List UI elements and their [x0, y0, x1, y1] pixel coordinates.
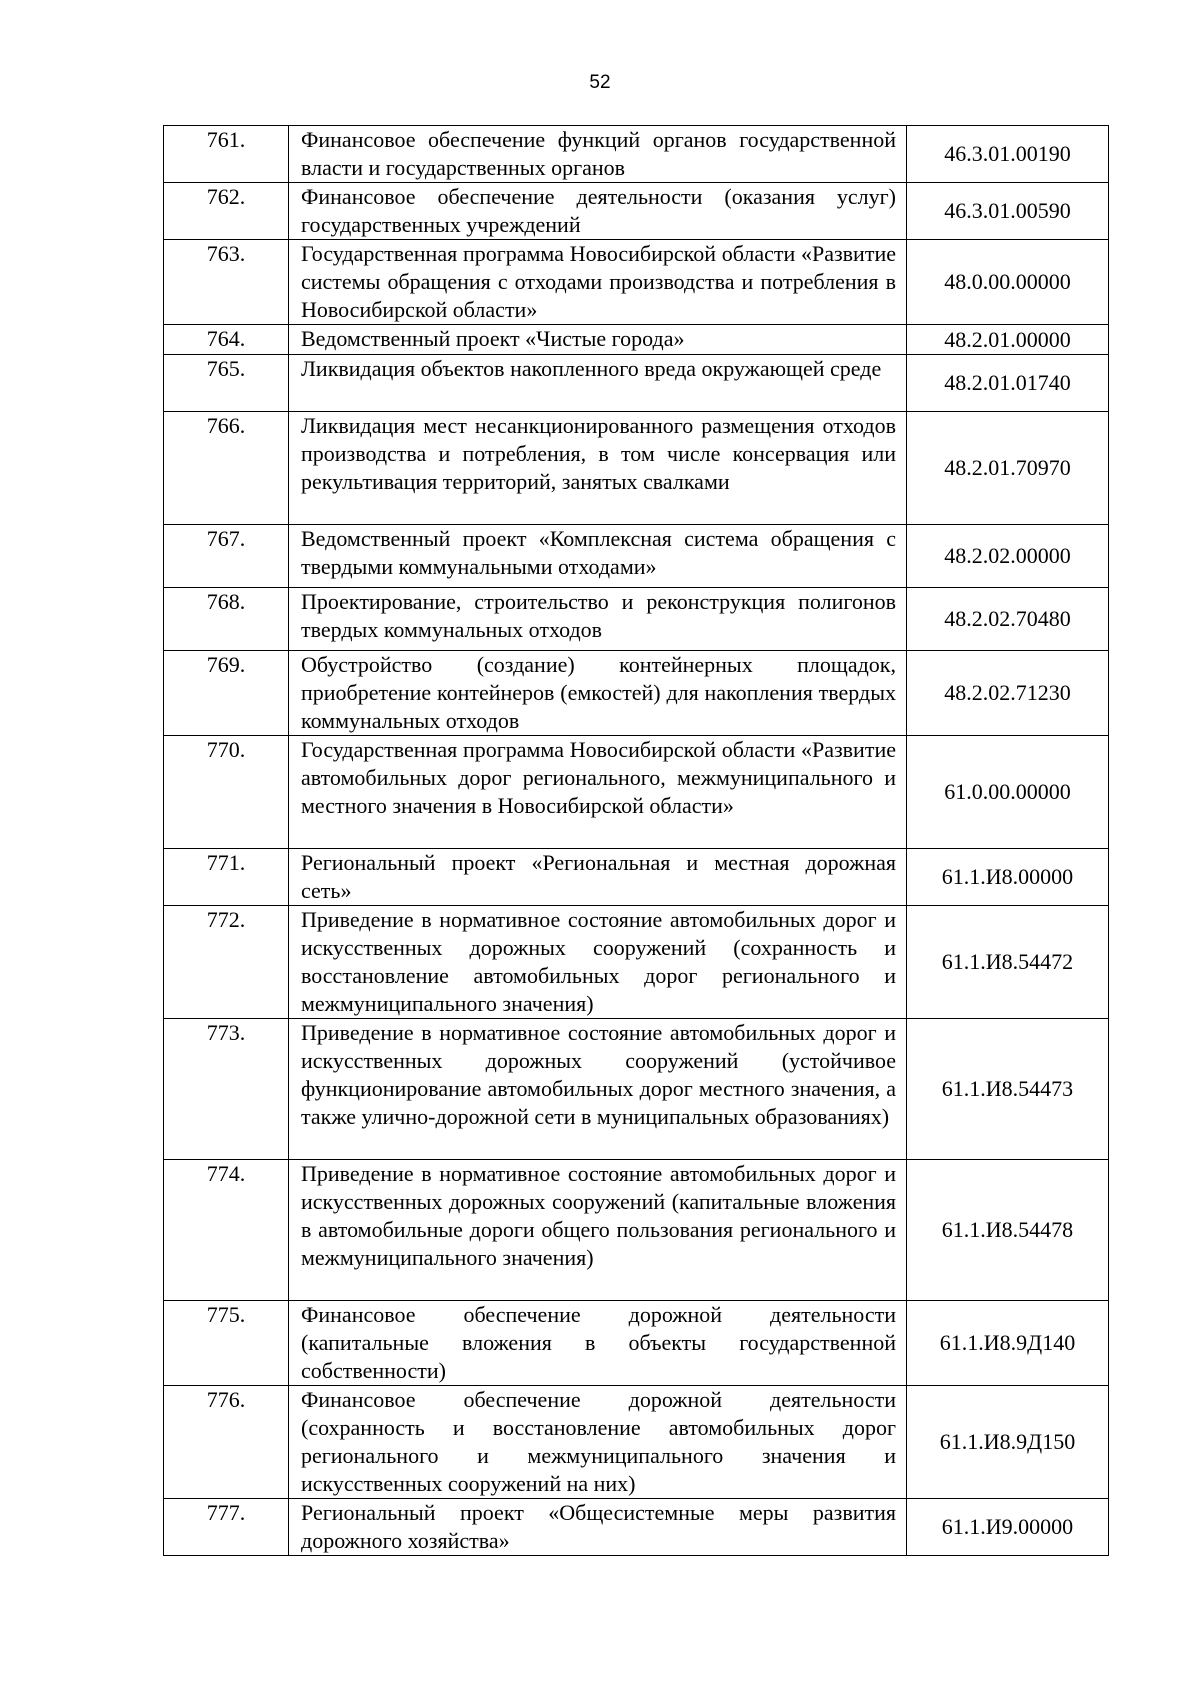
row-code: 48.2.02.71230: [907, 651, 1109, 736]
row-code: 61.1.И8.00000: [907, 849, 1109, 906]
row-number: 761.: [164, 126, 289, 183]
table-row: [164, 1301, 1109, 1386]
table-row: [164, 325, 1109, 355]
row-code: 61.1.И8.54478: [907, 1160, 1109, 1301]
row-name: Государственная программа Новосибирской области «Развитие автомобильных дорог регионального, межмуниципального и местного значения в Новосибирской области»: [289, 736, 907, 849]
budget-code-table: [163, 125, 1109, 1556]
row-number: 772.: [164, 906, 289, 1019]
table-row: [164, 525, 1109, 588]
row-number: 764.: [164, 325, 289, 355]
page-number: 52: [589, 72, 611, 93]
table-body: [164, 126, 1109, 1556]
table-row: [164, 588, 1109, 651]
table-row: [164, 412, 1109, 525]
row-name: Приведение в нормативное состояние автомобильных дорог и искусственных дорожных сооружений (устойчивое функционирование автомобильных дорог местного значения, а также улично-дорожной сети в муниципальных образованиях): [289, 1019, 907, 1160]
table-row: [164, 849, 1109, 906]
row-number: 762.: [164, 183, 289, 240]
row-name: Ведомственный проект «Чистые города»: [289, 325, 907, 355]
row-name: Государственная программа Новосибирской области «Развитие системы обращения с отходами производства и потребления в Новосибирской области»: [289, 240, 907, 325]
row-name: Региональный проект «Региональная и местная дорожная сеть»: [289, 849, 907, 906]
row-code: 48.2.02.00000: [907, 525, 1109, 588]
table-row: [164, 1386, 1109, 1499]
row-name: Обустройство (создание) контейнерных площадок, приобретение контейнеров (емкостей) для накопления твердых коммунальных отходов: [289, 651, 907, 736]
row-code: 48.2.01.70970: [907, 412, 1109, 525]
table-row: [164, 126, 1109, 183]
row-code: 48.2.01.01740: [907, 355, 1109, 412]
row-code: 48.0.00.00000: [907, 240, 1109, 325]
table-row: [164, 906, 1109, 1019]
row-code: 48.2.01.00000: [907, 325, 1109, 355]
row-number: 767.: [164, 525, 289, 588]
row-code: 48.2.02.70480: [907, 588, 1109, 651]
row-code: 61.0.00.00000: [907, 736, 1109, 849]
row-code: 61.1.И8.9Д140: [907, 1301, 1109, 1386]
row-name: Финансовое обеспечение дорожной деятельности (капитальные вложения в объекты государственной собственности): [289, 1301, 907, 1386]
table-row: [164, 355, 1109, 412]
table-row: [164, 1499, 1109, 1556]
row-number: 763.: [164, 240, 289, 325]
row-name: Ликвидация мест несанкционированного размещения отходов производства и потребления, в том числе консервация или рекультивация территорий, занятых свалками: [289, 412, 907, 525]
row-code: 61.1.И8.9Д150: [907, 1386, 1109, 1499]
row-name: Финансовое обеспечение дорожной деятельности (сохранность и восстановление автомобильных дорог регионального и межмуниципального значения и искусственных сооружений на них): [289, 1386, 907, 1499]
row-number: 765.: [164, 355, 289, 412]
row-number: 775.: [164, 1301, 289, 1386]
row-number: 769.: [164, 651, 289, 736]
row-number: 771.: [164, 849, 289, 906]
row-number: 770.: [164, 736, 289, 849]
table-row: [164, 183, 1109, 240]
row-number: 766.: [164, 412, 289, 525]
row-number: 777.: [164, 1499, 289, 1556]
row-code: 61.1.И9.00000: [907, 1499, 1109, 1556]
row-name: Ведомственный проект «Комплексная система обращения с твердыми коммунальными отходами»: [289, 525, 907, 588]
row-name: Приведение в нормативное состояние автомобильных дорог и искусственных дорожных сооружений (капитальные вложения в автомобильные дороги общего пользования регионального и межмуниципального значения): [289, 1160, 907, 1301]
table-row: [164, 1160, 1109, 1301]
row-name: Приведение в нормативное состояние автомобильных дорог и искусственных дорожных сооружений (сохранность и восстановление автомобильных дорог регионального и межмуниципального значения): [289, 906, 907, 1019]
row-number: 768.: [164, 588, 289, 651]
row-name: Финансовое обеспечение деятельности (оказания услуг) государственных учреждений: [289, 183, 907, 240]
table-row: [164, 651, 1109, 736]
table-row: [164, 736, 1109, 849]
row-number: 776.: [164, 1386, 289, 1499]
row-code: 46.3.01.00190: [907, 126, 1109, 183]
row-code: 61.1.И8.54473: [907, 1019, 1109, 1160]
table-row: [164, 1019, 1109, 1160]
row-name: Проектирование, строительство и реконструкция полигонов твердых коммунальных отходов: [289, 588, 907, 651]
row-code: 61.1.И8.54472: [907, 906, 1109, 1019]
row-name: Региональный проект «Общесистемные меры развития дорожного хозяйства»: [289, 1499, 907, 1556]
row-name: Финансовое обеспечение функций органов государственной власти и государственных органов: [289, 126, 907, 183]
row-number: 774.: [164, 1160, 289, 1301]
row-name: Ликвидация объектов накопленного вреда окружающей среде: [289, 355, 907, 412]
row-code: 46.3.01.00590: [907, 183, 1109, 240]
row-number: 773.: [164, 1019, 289, 1160]
table-row: [164, 240, 1109, 325]
